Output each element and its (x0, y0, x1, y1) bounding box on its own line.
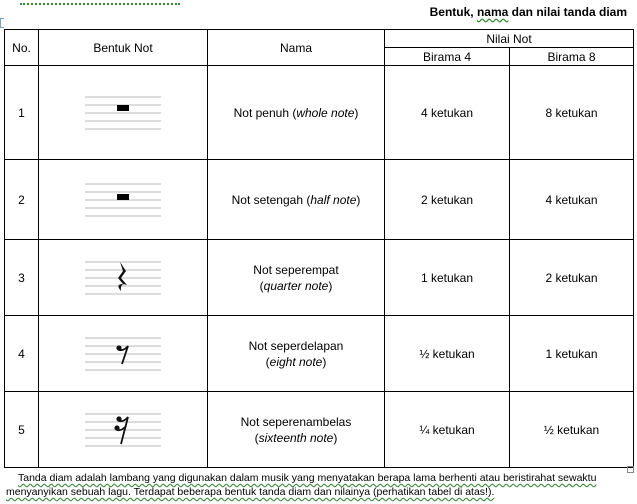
row-number: 3 (5, 240, 39, 316)
table-row (5, 316, 634, 392)
birama-4-value: ½ ketukan (385, 316, 510, 392)
spellcheck-squiggle (20, 0, 180, 5)
header-name: Nama (208, 30, 385, 66)
note-name-en: eight note (269, 354, 323, 369)
note-name-en: sixteenth note (258, 430, 334, 445)
table-row (5, 160, 634, 240)
row-number: 5 (5, 392, 39, 468)
note-name-cell: Not penuh (whole note) (208, 66, 385, 160)
birama-8-value: 8 ketukan (510, 66, 634, 160)
note-name: Not seperempat (253, 262, 339, 277)
birama-4-value: ¼ ketukan (385, 392, 510, 468)
row-number: 4 (5, 316, 39, 392)
note-name-cell: Not seperempat (quarter note) (208, 240, 385, 316)
table-caption (430, 5, 627, 19)
table-row (5, 240, 634, 316)
half-rest-icon (83, 180, 163, 220)
note-name: Not seperdelapan (248, 338, 344, 353)
header-birama-4: Birama 4 (385, 48, 510, 66)
birama-4-value: 4 ketukan (385, 66, 510, 160)
rest-shape-cell (39, 66, 208, 160)
footer-line-2: menyanyikan sebuah lagu. Terdapat beberapa bentuk tanda diam dan nilainya (perhatikan tabel di atas!). (6, 486, 495, 498)
table-row (5, 392, 634, 468)
quarter-rest-icon (83, 258, 163, 298)
caption-part-3: dan nilai tanda diam (508, 5, 627, 19)
birama-8-value: ½ ketukan (510, 392, 634, 468)
paragraph-marker-icon (0, 18, 4, 28)
footer-paragraph (6, 471, 626, 499)
birama-8-value: 2 ketukan (510, 240, 634, 316)
header-shape: Bentuk Not (39, 30, 208, 66)
resize-handle-icon (627, 466, 634, 473)
note-name-cell: Not seperenambelas (sixteenth note) (208, 392, 385, 468)
header-value: Nilai Not (385, 30, 634, 48)
table-row (5, 66, 634, 160)
birama-4-value: 1 ketukan (385, 240, 510, 316)
birama-4-value: 2 ketukan (385, 160, 510, 240)
rest-shape-cell (39, 160, 208, 240)
footer-line-1: Tanda diam adalah lambang yang digunakan dalam musik yang menyatakan berapa lama berhenti atau beristirahat sewaktu (18, 472, 597, 484)
row-number: 1 (5, 66, 39, 160)
note-name: Not setengah (231, 192, 303, 207)
birama-8-value: 1 ketukan (510, 316, 634, 392)
eighth-rest-icon (83, 334, 163, 374)
note-name-en: half note (310, 192, 357, 207)
rest-shape-cell (39, 392, 208, 468)
caption-part-2: nama (476, 5, 509, 19)
header-birama-8: Birama 8 (510, 48, 634, 66)
rest-notes-table (4, 29, 634, 468)
note-name: Not seperenambelas (240, 414, 352, 429)
row-number: 2 (5, 160, 39, 240)
rest-shape-cell (39, 240, 208, 316)
rest-shape-cell (39, 316, 208, 392)
note-name-en: quarter note (263, 278, 329, 293)
birama-8-value: 4 ketukan (510, 160, 634, 240)
note-name-cell: Not setengah (half note) (208, 160, 385, 240)
note-name-cell: Not seperdelapan (eight note) (208, 316, 385, 392)
whole-rest-icon (83, 93, 163, 133)
caption-part-1: Bentuk, (429, 5, 477, 19)
note-name: Not penuh (233, 105, 289, 120)
note-name-en: whole note (296, 105, 355, 120)
sixteenth-rest-icon (83, 410, 163, 450)
header-no: No. (5, 30, 39, 66)
